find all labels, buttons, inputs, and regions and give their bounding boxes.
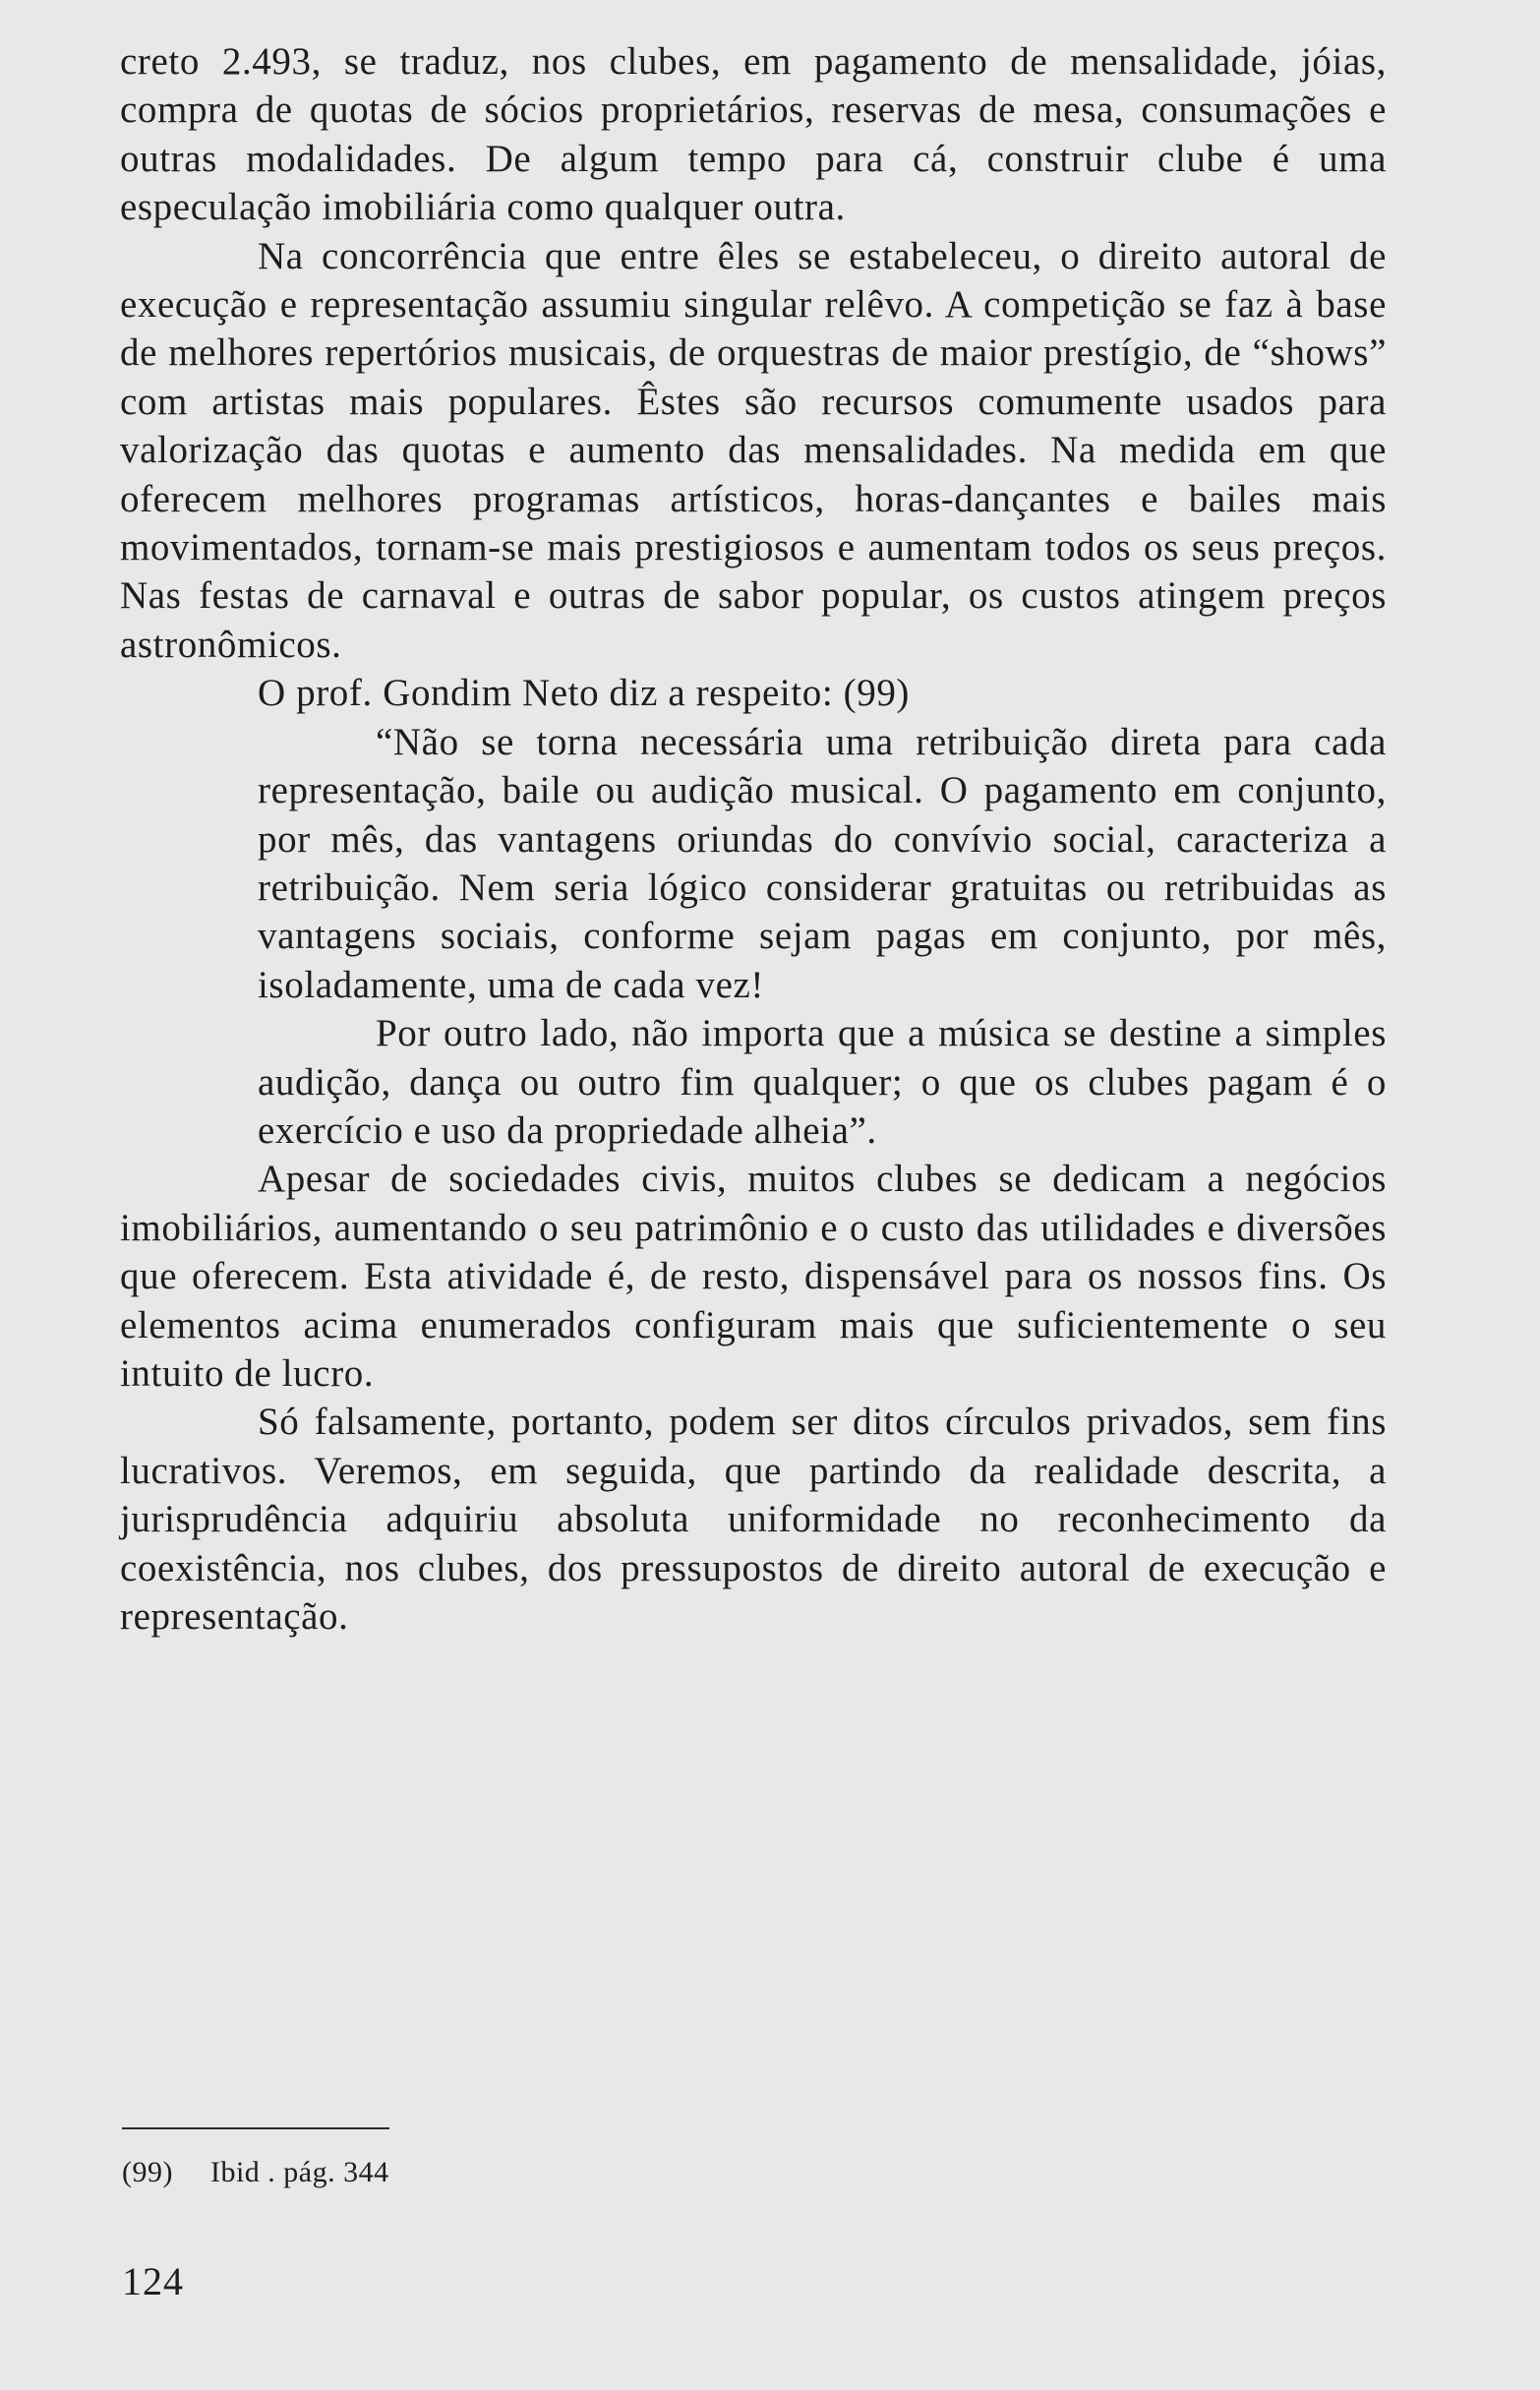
footnote-divider xyxy=(122,2127,389,2129)
quote-paragraph: “Não se torna necessária uma retribuição direta para cada representação, baile ou audição musical. O pagamento em conjunto, por mês, das vantagens oriundas do convívio social, caracteriza a retribuição. Nem seria lógico considerar gratuitas ou retribuidas as vantagens sociais, conforme sejam pagas em conjunto, por mês, isoladamente, uma de cada vez! xyxy=(258,720,1387,1006)
paragraph: Apesar de sociedades civis, muitos clubes se dedicam a negócios imobiliários, aumentando o seu patrimônio e o custo das utilidades e diversões que oferecem. Esta atividade é, de resto, dispensável para os nossos fins. Os elementos acima enumerados configuram mais que suficientemente o seu intuito de lucro. xyxy=(120,1158,1387,1395)
paragraph: O prof. Gondim Neto diz a respeito: (99) xyxy=(258,672,911,715)
footnote-number: (99) xyxy=(122,2156,173,2188)
footnote-text: Ibid . pág. 344 xyxy=(209,2156,389,2188)
paragraph: Na concorrência que entre êles se estabeleceu, o direito autoral de execução e representação assumiu singular relêvo. A competição se faz à base de melhores repertórios musicais, de orquestras de maior prestígio, de “shows” com artistas mais populares. Êstes são recursos comumente usados para valorização das quotas e aumento das mensalidades. Na medida em que oferecem melhores programas artísticos, horas-dançantes e bailes mais movimentados, tornam-se mais prestigiosos e aumentam todos os seus preços. Nas festas de carnaval e outras de sabor popular, os custos atingem preços astronômicos. xyxy=(120,234,1387,666)
footnote xyxy=(122,2156,389,2189)
block-quote xyxy=(258,718,1387,1156)
paragraph: Só falsamente, portanto, podem ser ditos círculos privados, sem fins lucrativos. Veremos, em seguida, que partindo da realidade descrita, a jurisprudência adquiriu absoluta uniformidade no reconhecimento da coexistência, nos clubes, dos pressupostos de direito autoral de execução e representação. xyxy=(120,1401,1387,1638)
body-text xyxy=(120,37,1387,1641)
paragraph: creto 2.493, se traduz, nos clubes, em pagamento de mensalidade, jóias, compra de quotas de sócios proprietários, reservas de mesa, consumações e outras modalidades. De algum tempo para cá, construir clube é uma especulação imobiliária como qualquer outra. xyxy=(120,40,1387,229)
page-number: 124 xyxy=(122,2259,184,2303)
quote-paragraph: Por outro lado, não importa que a música se destine a simples audição, dança ou outro fim qualquer; o que os clubes pagam é o exercício e uso da propriedade alheia”. xyxy=(258,1012,1387,1152)
